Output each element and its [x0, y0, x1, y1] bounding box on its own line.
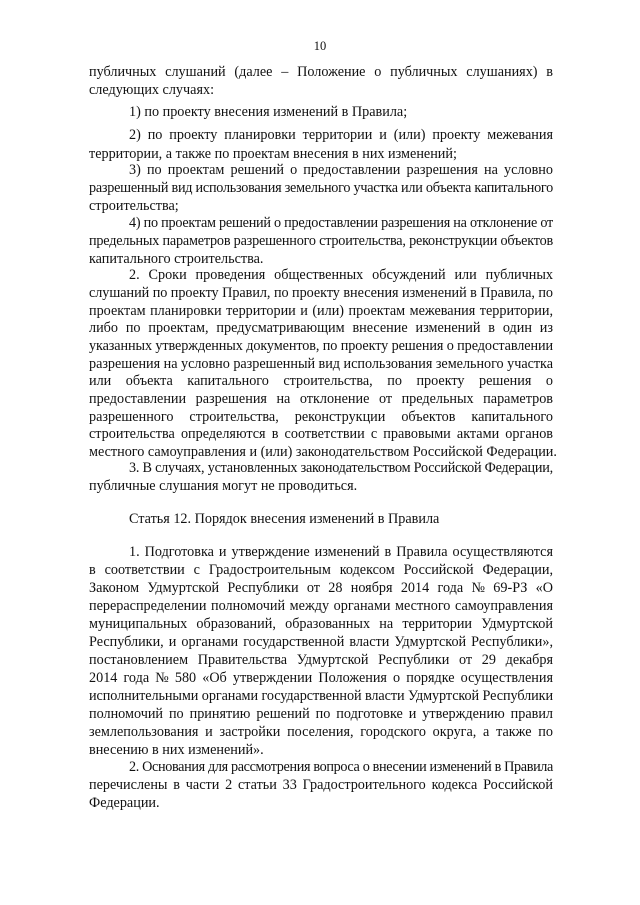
text-line: 2) по проекту планировки территории и (или) проекту межевания: [129, 127, 553, 143]
text-line: 2. Основания для рассмотрения вопроса о внесении изменений в Правила: [129, 759, 553, 775]
text-line: 1) по проекту внесения изменений в Правила;: [129, 104, 408, 120]
text-line: Законом Удмуртской Республики от 28 ноября 2014 года № 69-РЗ «О: [89, 580, 553, 596]
text-line: постановлением Правительства Удмуртской Республики от 29 декабря: [89, 652, 553, 668]
text-line: строительства;: [89, 198, 179, 214]
text-line: 2014 года № 580 «Об утверждении Положения о порядке осуществления: [89, 670, 553, 686]
text-line: Статья 12. Порядок внесения изменений в Правила: [129, 511, 440, 527]
text-line: публичных слушаний (далее – Положение о публичных слушаниях) в: [89, 64, 553, 80]
text-line: предельных параметров разрешенного строительства, реконструкции объектов: [89, 233, 553, 249]
text-line: разрешенного строительства, реконструкции объектов капитального: [89, 409, 553, 425]
text-line: исполнительными органами государственной власти Удмуртской Республики: [89, 688, 553, 704]
text-line: разрешения на условно разрешенный вид использования земельного участка: [89, 356, 553, 372]
text-line: перераспределении полномочий между органами местного самоуправления: [89, 598, 553, 614]
text-line: внесению в них изменений».: [89, 742, 264, 758]
text-line: строительства определяются в соответствии с правовыми актами органов: [89, 426, 553, 442]
text-line: местного самоуправления и (или) законодательством Российской Федерации.: [89, 444, 557, 460]
text-line: 4) по проектам решений о предоставлении разрешения на отклонение от: [129, 215, 553, 231]
text-line: предоставлении разрешения на отклонение от предельных параметров: [89, 391, 553, 407]
text-line: разрешенный вид использования земельного участка или объекта капитального: [89, 180, 553, 196]
text-line: проектам планировки территории и (или) проектам межевания территории,: [89, 303, 553, 319]
text-line: перечислены в части 2 статьи 33 Градостроительного кодекса Российской: [89, 777, 553, 793]
text-line: капитального строительства.: [89, 251, 264, 267]
text-line: муниципальных образований, образованных на территории Удмуртской: [89, 616, 553, 632]
text-line: или объекта капитального строительства, по проекту решения о: [89, 373, 553, 389]
text-line: 3. В случаях, установленных законодательством Российской Федерации,: [129, 460, 553, 476]
text-line: публичные слушания могут не проводиться.: [89, 478, 358, 494]
text-line: полномочий по принятию решений по подготовке и утверждению правил: [89, 706, 553, 722]
text-line: следующих случаях:: [89, 82, 215, 98]
text-line: в соответствии с Градостроительным кодексом Российской Федерации,: [89, 562, 553, 578]
text-line: землепользования и застройки поселения, городского округа, а также по: [89, 724, 553, 740]
text-line: Федерации.: [89, 795, 160, 811]
text-line: слушаний по проекту Правил, по проекту внесения изменений в Правила, по: [89, 285, 553, 301]
text-line: Республики, и органами государственной власти Удмуртской Республики»,: [89, 634, 553, 650]
text-line: указанных утвержденных документов, по проекту решения о предоставлении: [89, 338, 553, 354]
text-line: либо по проектам, предусматривающим внесение изменений в один из: [89, 320, 553, 336]
text-line: 2. Сроки проведения общественных обсуждений или публичных: [129, 267, 553, 283]
text-line: 1. Подготовка и утверждение изменений в Правила осуществляются: [129, 544, 553, 560]
text-line: территории, а также по проектам внесения в них изменений;: [89, 146, 457, 162]
text-line: 3) по проектам решений о предоставлении разрешения на условно: [129, 162, 553, 178]
page-number: 10: [313, 39, 327, 53]
